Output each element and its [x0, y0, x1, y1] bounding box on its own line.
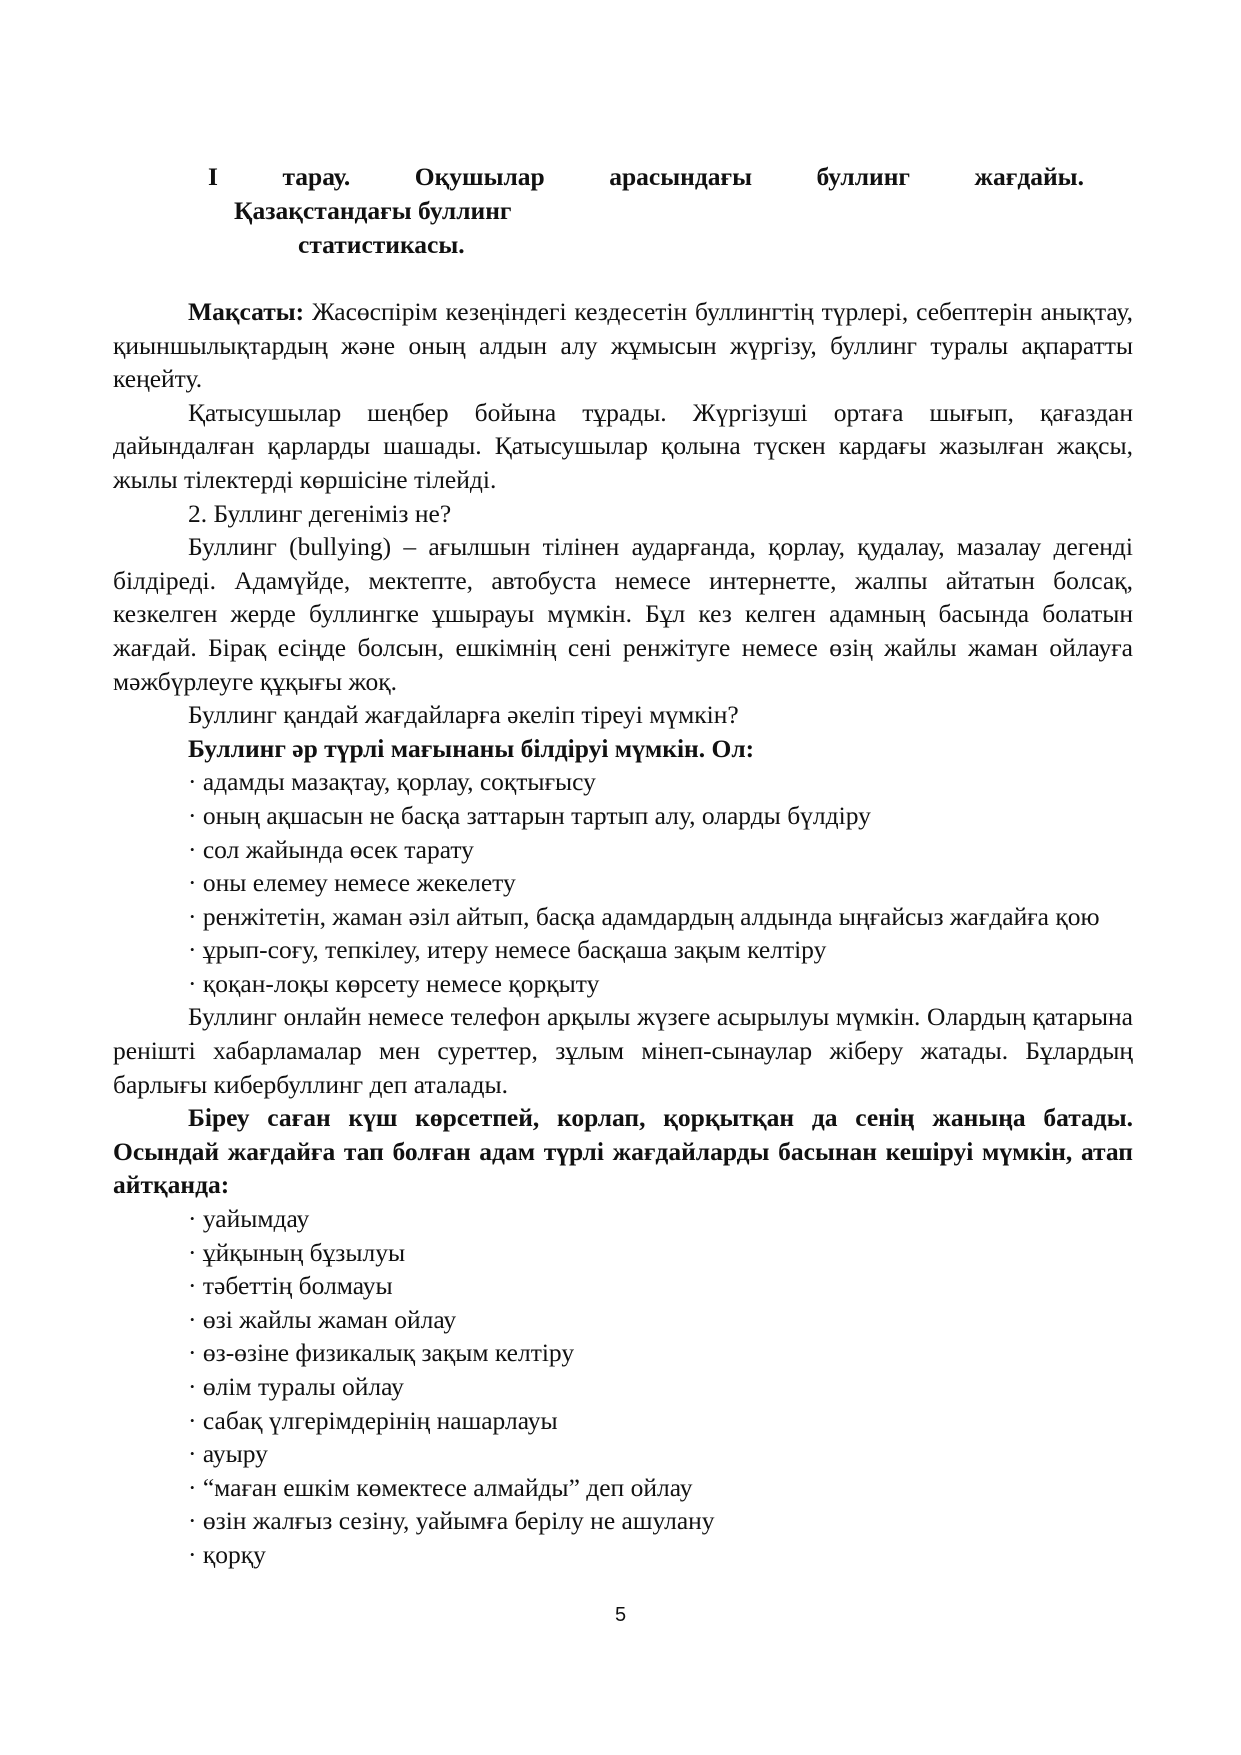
- chapter-title: [208, 160, 1084, 262]
- consequences-question: Буллинг қандай жағдайларға әкеліп тіреуі мүмкін?: [188, 700, 739, 730]
- title-word: арасындағы: [609, 162, 752, 191]
- page-number: 5: [614, 1604, 627, 1626]
- goal-paragraph: [113, 295, 1133, 396]
- list-item: · ауыру: [188, 1439, 268, 1469]
- effects-list: [113, 1202, 1133, 1572]
- meanings-list: [113, 765, 1133, 1000]
- list-item: · ұрып-соғу, тепкілеу, итеру немесе басқаша зақым келтіру: [188, 935, 827, 965]
- list-item: · ұйқының бұзылуы: [188, 1237, 406, 1267]
- title-word: I: [208, 162, 218, 191]
- list-item: · өзін жалғыз сезіну, уайымға берілу не ашулану: [188, 1506, 715, 1536]
- effects-heading: Біреу саған күш көрсетпей, корлап, қорқытқан да сенің жаныңа батады. Осындай жағдайға тап болған адам түрлі жағдайларды басынан кешіруі мүмкін, атап айтқанда:: [113, 1103, 1133, 1200]
- list-item: · оны елемеу немесе жекелету: [188, 868, 516, 898]
- participants-paragraph: Қатысушылар шеңбер бойына тұрады. Жүргізуші ортаға шығып, қағаздан дайындалған қарларды шашады. Қатысушылар қолына түскен кардағы жазылған жақсы, жылы тілектерді көршісіне тілейді.: [113, 397, 1133, 494]
- definition-paragraph: Буллинг (bullying) – ағылшын тілінен аударғанда, қорлау, қудалау, мазалау дегенді білдіреді. Адамүйде, мектепте, автобуста немесе интернетте, жалпы айтатын болсақ, кезкелген жерде буллингке ұшырауы мүмкін. Бұл кез келген адамның басында болатын жағдай. Бірақ есіңде болсын, ешкімнің сені ренжітуге немесе өзің жайлы жаман ойлауға мәжбүрлеуге құқығы жоқ.: [113, 532, 1133, 696]
- list-item: · қорқу: [188, 1539, 266, 1569]
- goal-text: Жасөспірім кезеңіндегі кездесетін буллингтің түрлері, себептерін анықтау, қиыншылықтардың және оның алдын алу жұмысын жүргізу, буллинг туралы ақпаратты кеңейту.: [113, 297, 1133, 394]
- title-word: буллинг: [816, 162, 910, 191]
- list-item: · сол жайында өсек тарату: [188, 834, 474, 864]
- chapter-title-line3: статистикасы.: [298, 230, 465, 259]
- list-item: · уайымдау: [188, 1204, 310, 1234]
- meanings-heading: Буллинг әр түрлі мағынаны білдіруі мүмкін. Ол:: [188, 733, 755, 763]
- list-item: · тәбеттің болмауы: [188, 1271, 393, 1301]
- cyberbullying-paragraph: Буллинг онлайн немесе телефон арқылы жүзеге асырылуы мүмкін. Олардың қатарына ренішті хабарламалар мен суреттер, зұлым мінеп-сынаулар жіберу жатады. Бұлардың барлығы кибербуллинг деп аталады.: [113, 1002, 1133, 1099]
- list-item: · адамды мазақтау, қорлау, соқтығысу: [188, 767, 596, 797]
- chapter-title-line2: Қазақстандағы буллинг: [234, 196, 512, 225]
- title-word: тарау.: [282, 162, 351, 191]
- title-word: Оқушылар: [414, 162, 545, 191]
- list-item: · оның ақшасын не басқа заттарын тартып алу, оларды бүлдіру: [188, 800, 871, 830]
- title-word: жағдайы.: [974, 162, 1084, 191]
- list-item: · “маған ешкім көмектесе алмайды” деп ойлау: [188, 1472, 693, 1502]
- question-paragraph: 2. Буллинг дегеніміз не?: [188, 498, 452, 528]
- document-body: [113, 295, 1133, 1572]
- goal-label: Мақсаты:: [188, 297, 305, 326]
- list-item: · өз-өзіне физикалық зақым келтіру: [188, 1338, 575, 1368]
- chapter-title-line1: [208, 160, 1084, 194]
- list-item: · қоқан-лоқы көрсету немесе қорқыту: [188, 968, 600, 998]
- list-item: · өлім туралы ойлау: [188, 1372, 404, 1401]
- list-item: · сабақ үлгерімдерінің нашарлауы: [188, 1405, 558, 1435]
- list-item: · ренжітетін, жаман әзіл айтып, басқа адамдардың алдында ыңғайсыз жағдайға қою: [188, 901, 1100, 931]
- list-item: · өзі жайлы жаман ойлау: [188, 1304, 457, 1334]
